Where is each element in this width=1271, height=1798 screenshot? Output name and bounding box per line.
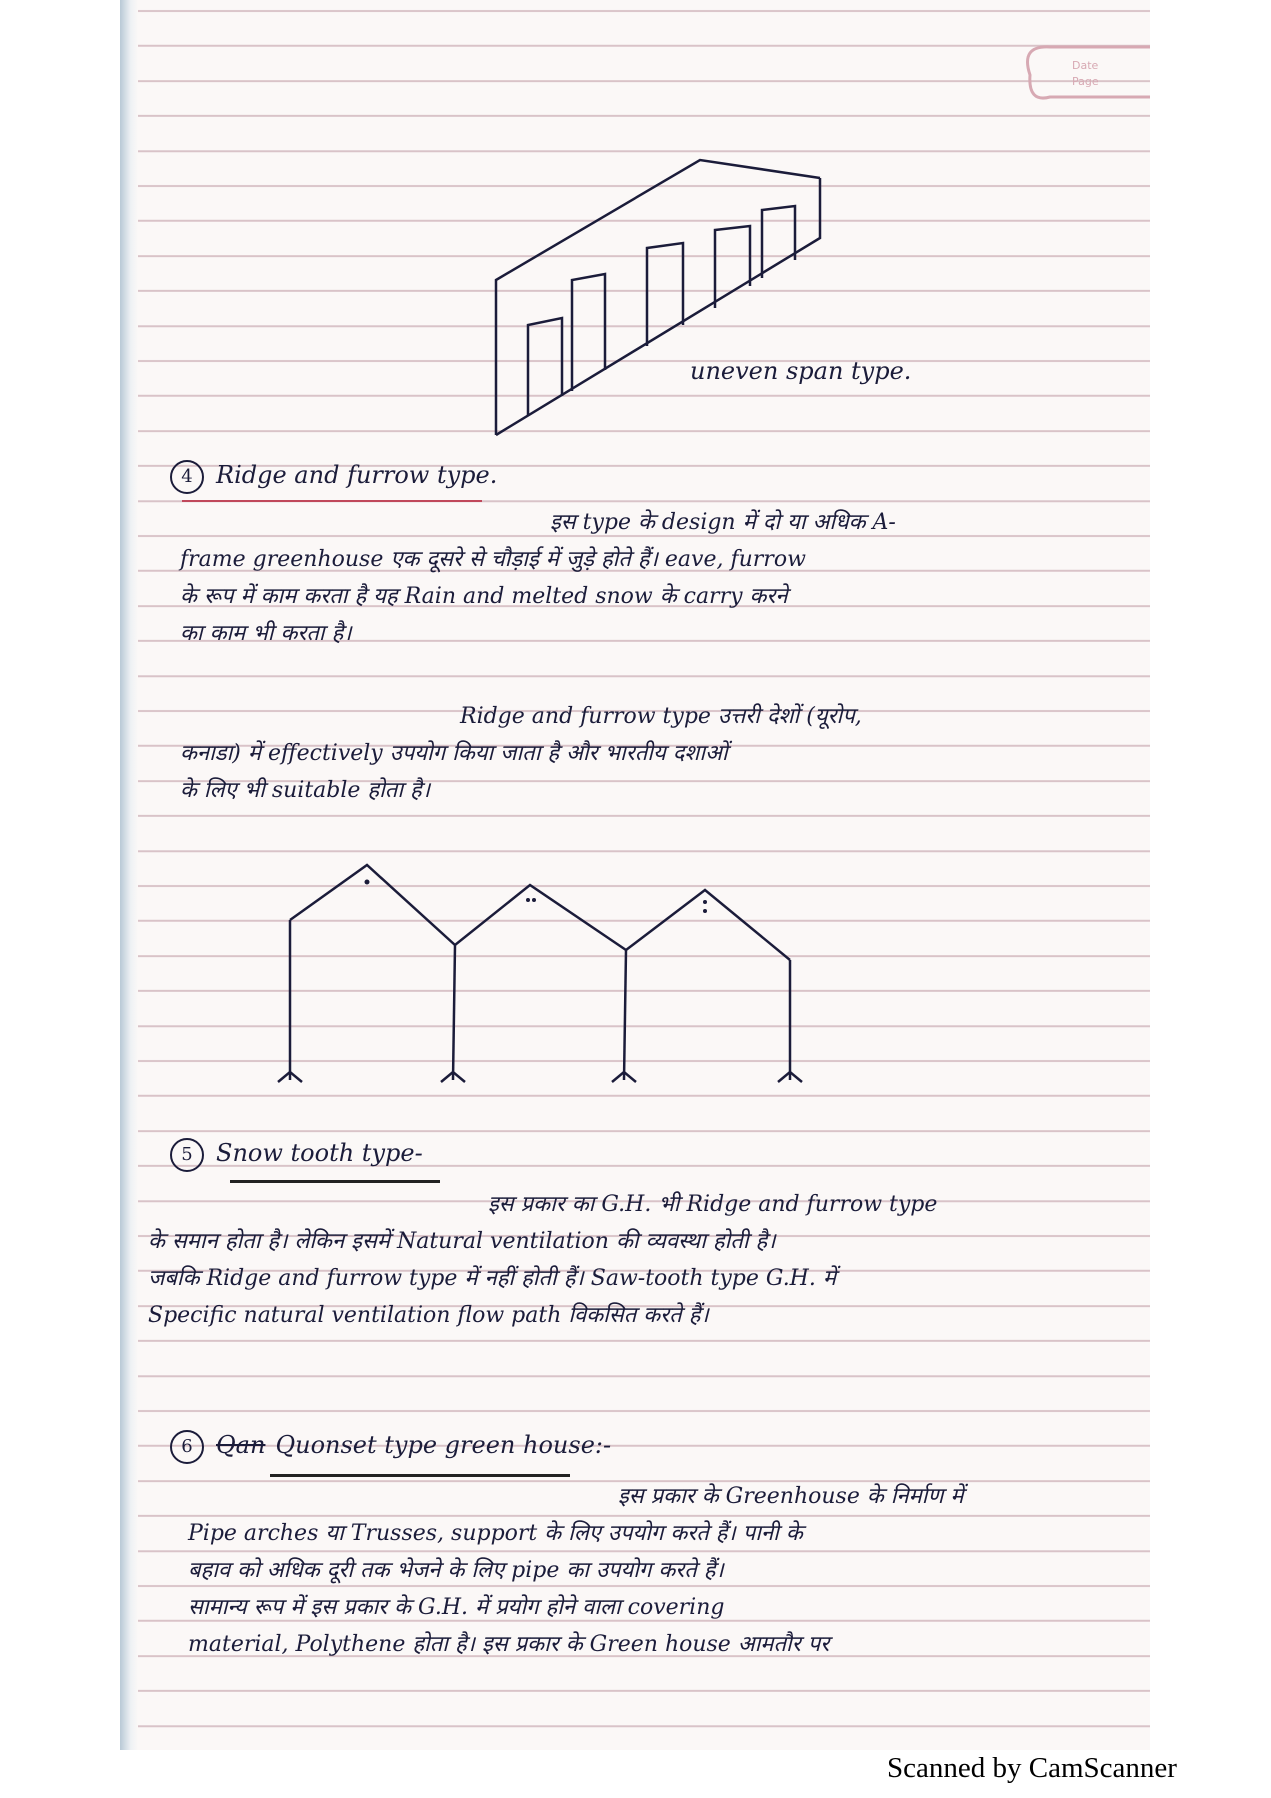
section6-struck-word: Qan — [216, 1431, 266, 1459]
section5-paragraph: इस प्रकार का G.H. भी Ridge and furrow type के समान होता है। लेकिन इसमें Natural ventilation की व्यवस्था होती है। जबकि Ridge and furrow type में नहीं होती हैं। Saw-tooth type G.H. में Specific natural ventilation flow path विकसित करते हैं। — [148, 1192, 938, 1328]
section5-title: Snow tooth type- — [216, 1139, 423, 1167]
section5-underline — [230, 1180, 440, 1183]
section4-heading — [170, 458, 497, 494]
section4-paragraph1: इस type के design में दो या अधिक A- frame greenhouse एक दूसरे से चौड़ाई में जुड़े होते हैं। eave, furrow के रूप में काम करता है यह Rain and melted snow के carry करने का काम भी करता है। — [180, 510, 896, 646]
section6-heading — [170, 1428, 611, 1464]
section6-title: Quonset type green house:- — [275, 1431, 612, 1459]
stamp-date-label: Date — [1072, 59, 1099, 72]
section5-heading — [170, 1136, 423, 1172]
uneven-span-diagram — [490, 150, 950, 440]
page-binding — [120, 0, 138, 1750]
ridge-and-furrow-diagram — [270, 860, 850, 1090]
section6-paragraph: इस प्रकार के Greenhouse के निर्माण में Pipe arches या Trusses, support के लिए उपयोग करते हैं। पानी के बहाव को अधिक दूरी तक भेजने के लिए pipe का उपयोग करते हैं। सामान्य रूप में इस प्रकार के G.H. में प्रयोग होने वाला covering material, Polythene होता है। इस प्रकार के Green house आमतौर पर — [188, 1484, 964, 1657]
uneven-span-caption: uneven span type. — [690, 357, 912, 385]
section6-number: 6 — [170, 1430, 204, 1464]
section5-number: 5 — [170, 1138, 204, 1172]
date-page-stamp — [1010, 35, 1150, 115]
section4-title: Ridge and furrow type. — [216, 461, 498, 489]
section4-underline — [182, 500, 482, 502]
notebook-page — [120, 0, 1150, 1750]
section4-paragraph2: Ridge and furrow type उत्तरी देशों (यूरोप, कनाडा) में effectively उपयोग किया जाता है और भारतीय दशाओं के लिए भी suitable होता है। — [180, 704, 862, 803]
scanner-watermark: Scanned by CamScanner — [887, 1752, 1177, 1784]
section4-number: 4 — [170, 460, 204, 494]
section6-underline — [270, 1474, 570, 1477]
stamp-page-label: Page — [1072, 75, 1099, 88]
